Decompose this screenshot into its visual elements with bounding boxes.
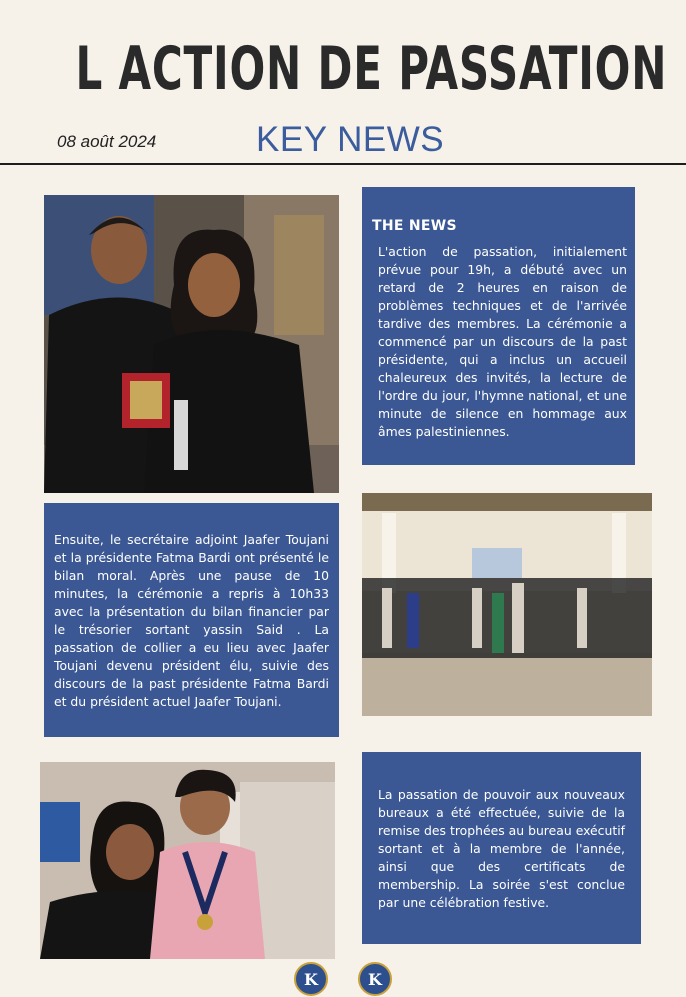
photo-award-plaque [44,195,339,493]
logo-letter: K [368,969,382,989]
section-subtitle: KEY NEWS [256,120,445,159]
news-paragraph-1: L'action de passation, initialement prévue pour 19h, a débuté avec un retard de 2 heures en raison de problèmes techniques et de l'arrivée tardive des membres. La cérémonie a commencé par un discours de la past présidente, qui a inclus un accueil chaleureux des invités, la lecture de l'ordre du jour, l'hymne national, et une minute de silence en hommage aux âmes palestiniennes. [378,244,627,439]
logo-letter: K [304,969,318,989]
issue-date: 08 août 2024 [57,132,157,151]
photo-group [362,493,652,716]
news-box-closing [362,752,641,944]
news-box-middle [44,503,339,737]
photo-collar [40,762,335,959]
news-heading: THE NEWS [372,218,457,234]
news-paragraph-2: Ensuite, le secrétaire adjoint Jaafer Toujani et la présidente Fatma Bardi ont présenté le bilan moral. Après une pause de 10 minutes, la cérémonie a repris à 10h33 avec la présentation du bilan financier par le trésorier sortant yassin Said . La passation de collier a eu lieu avec Jaafer Toujani devenu président élu, suivie des discours de la past présidente Fatma Bardi et du président actuel Jaafer Toujani. [54,532,329,709]
page-title: L ACTION DE PASSATION [75,34,668,104]
header-divider [0,163,686,165]
news-paragraph-3: La passation de pouvoir aux nouveaux bureaux a été effectuée, suivie de la remise des trophées au bureau exécutif sortant et à la membre de l'année, ainsi que des certificats de membership. La soirée s'est conclue par une célébration festive. [378,787,625,910]
club-logo-right [358,962,392,996]
news-box-intro [362,187,635,465]
club-logo-left [294,962,328,996]
